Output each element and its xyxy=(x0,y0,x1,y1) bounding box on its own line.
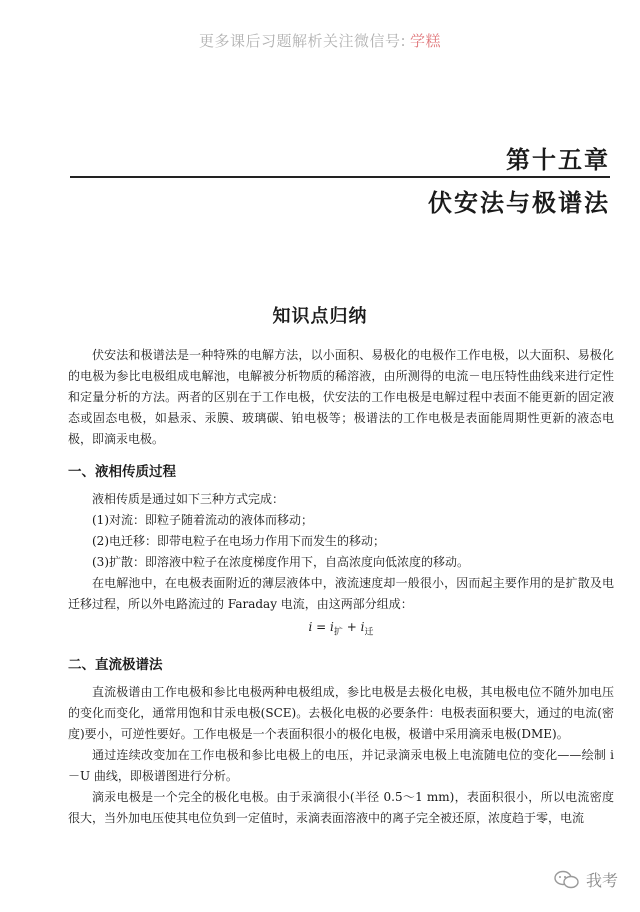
chapter-divider xyxy=(70,176,610,178)
list-item: (2)电迁移：即带电粒子在电场力作用下而发生的移动； xyxy=(92,534,386,548)
chapter-number: 第十五章 xyxy=(506,146,610,174)
formula-lhs: i = i xyxy=(308,620,334,634)
formula-sub-diffusion: 扩 xyxy=(333,627,343,638)
intro-paragraph: 伏安法和极谱法是一种特殊的电解方法，以小面积、易极化的电极作工作电极，以大面积、易极化的电极为参比电极组成电解池，电解被分析物质的稀溶液，由所测得的电流－电压特性曲线来进行定性和定量分析的方法。两者的区别在于工作电极，伏安法的工作电极是电解过程中表面不能更新的固定液态或固态电极，如悬汞、汞膜、玻璃碳、铂电极等；极谱法的工作电极是表面能周期性更新的液态电极，即滴汞电极。 xyxy=(68,348,614,446)
dc-polarography-paragraph-2: 通过连续改变加在工作电极和参比电极上的电压，并记录滴汞电极上电流随电位的变化——绘制 i－U 曲线，即极谱图进行分析。 xyxy=(68,748,614,784)
mass-transfer-paragraph: 在电解池中，在电极表面附近的薄层液体中，液流速度却一般很小，因而起主要作用的是扩散及电迁移过程，所以外电路流过的 Faraday 电流，由这两部分组成： xyxy=(68,576,614,611)
wechat-logo xyxy=(554,868,618,891)
list-item: (1)对流：即粒子随着流动的液体而移动； xyxy=(92,513,313,527)
wechat-icon xyxy=(554,870,580,890)
list-item: (3)扩散：即溶液中粒子在浓度梯度作用下，自高浓度向低浓度的移动。 xyxy=(92,555,470,569)
section-title: 知识点归纳 xyxy=(272,306,368,327)
formula-plus: + i xyxy=(342,620,365,634)
chapter-title: 伏安法与极谱法 xyxy=(428,189,610,217)
formula-sub-migration: 迁 xyxy=(364,627,374,638)
mass-transfer-lead: 液相传质是通过如下三种方式完成： xyxy=(92,492,285,506)
logo-text: 我考 xyxy=(585,871,618,890)
wechat-watermark xyxy=(0,30,640,51)
heading-dc-polarography: 二、直流极谱法 xyxy=(68,657,163,674)
dc-polarography-paragraph-3: 滴汞电极是一个完全的极化电极。由于汞滴很小(半径 0.5～1 mm)，表面积很小，所以电流密度很大，当外加电压使其电位负到一定值时，汞滴表面溶液中的离子完全被还原，浓度趋于零，电流 xyxy=(68,790,614,826)
dc-polarography-paragraph-1: 直流极谱由工作电极和参比电极两种电极组成，参比电极是去极化电极，其电极电位不随外加电压的变化而变化，通常用饱和甘汞电极(SCE)。去极化电极的必要条件：电极表面积要大，通过的电流(密度)要小，可逆性要好。工作电极是一个表面积很小的极化电极，极谱中采用滴汞电极(DME)。 xyxy=(68,685,614,742)
heading-liquid-mass-transfer: 一、液相传质过程 xyxy=(68,464,176,480)
watermark-accent: 学糕 xyxy=(410,32,442,50)
current-formula xyxy=(68,617,614,643)
watermark-text: 更多课后习题解析关注微信号: xyxy=(198,32,407,50)
body-text xyxy=(68,345,614,829)
